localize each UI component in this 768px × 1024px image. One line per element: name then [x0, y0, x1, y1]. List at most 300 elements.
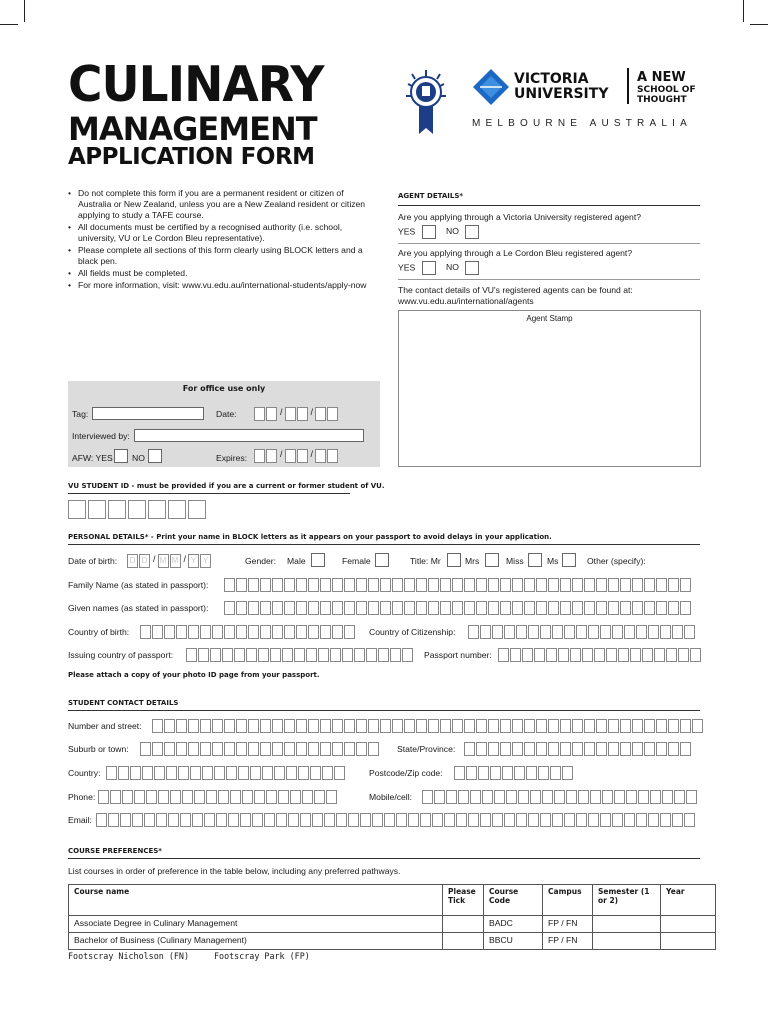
letter-cell[interactable]	[642, 648, 653, 662]
dob-year-cell[interactable]: Y	[200, 554, 211, 568]
letter-cell[interactable]	[644, 742, 655, 756]
letter-cell[interactable]	[554, 790, 565, 804]
letter-cell[interactable]	[596, 719, 607, 733]
letter-cell[interactable]	[690, 648, 701, 662]
letter-cell[interactable]	[600, 813, 611, 827]
letter-cell[interactable]	[324, 813, 335, 827]
letter-cell[interactable]	[686, 790, 697, 804]
letter-cell[interactable]	[408, 813, 419, 827]
letter-cell[interactable]	[416, 578, 427, 592]
letter-cell[interactable]	[368, 578, 379, 592]
letter-cell[interactable]	[454, 766, 465, 780]
letter-cell[interactable]	[166, 766, 177, 780]
letter-cell[interactable]	[632, 719, 643, 733]
letter-cell[interactable]	[656, 742, 667, 756]
letter-cell[interactable]	[308, 719, 319, 733]
letter-cell[interactable]	[528, 813, 539, 827]
dob-day-cell[interactable]: D	[139, 554, 150, 568]
letter-cell[interactable]	[576, 625, 587, 639]
letter-cell[interactable]	[156, 813, 167, 827]
dob-month-cell[interactable]: M	[158, 554, 169, 568]
letter-cell[interactable]	[152, 625, 163, 639]
letter-cell[interactable]	[344, 601, 355, 615]
letter-cell[interactable]	[440, 601, 451, 615]
letter-cell[interactable]	[204, 813, 215, 827]
letter-cell[interactable]	[248, 719, 259, 733]
letter-cell[interactable]	[336, 813, 347, 827]
letter-cell[interactable]	[200, 719, 211, 733]
letter-cell[interactable]	[276, 813, 287, 827]
letter-cell[interactable]	[226, 766, 237, 780]
letter-cell[interactable]	[524, 742, 535, 756]
letter-cell[interactable]	[278, 790, 289, 804]
letter-cell[interactable]	[416, 719, 427, 733]
letter-cell[interactable]	[624, 625, 635, 639]
letter-cell[interactable]	[206, 790, 217, 804]
letter-cell[interactable]	[420, 813, 431, 827]
letter-cell[interactable]	[242, 790, 253, 804]
office-expires-cells[interactable]	[254, 449, 339, 463]
letter-cell[interactable]	[656, 719, 667, 733]
mrs-checkbox[interactable]	[485, 553, 499, 567]
letter-cell[interactable]	[322, 766, 333, 780]
letter-cell[interactable]	[476, 601, 487, 615]
letter-cell[interactable]	[524, 601, 535, 615]
letter-cell[interactable]	[636, 625, 647, 639]
male-checkbox[interactable]	[311, 553, 325, 567]
letter-cell[interactable]	[684, 625, 695, 639]
letter-cell[interactable]	[560, 578, 571, 592]
letter-cell[interactable]	[392, 719, 403, 733]
letter-cell[interactable]	[332, 601, 343, 615]
letter-cell[interactable]	[492, 625, 503, 639]
letter-cell[interactable]	[298, 766, 309, 780]
letter-cell[interactable]	[308, 742, 319, 756]
letter-cell[interactable]	[480, 813, 491, 827]
please-tick-cell[interactable]	[443, 933, 484, 950]
letter-cell[interactable]	[176, 719, 187, 733]
letter-cell[interactable]	[224, 578, 235, 592]
letter-cell[interactable]	[464, 578, 475, 592]
letter-cell[interactable]	[656, 578, 667, 592]
letter-cell[interactable]	[468, 813, 479, 827]
letter-cell[interactable]	[272, 625, 283, 639]
letter-cell[interactable]	[140, 625, 151, 639]
letter-cell[interactable]	[186, 648, 197, 662]
letter-cell[interactable]	[372, 813, 383, 827]
letter-cell[interactable]	[246, 648, 257, 662]
letter-cell[interactable]	[528, 625, 539, 639]
letter-cell[interactable]	[118, 766, 129, 780]
state-cells[interactable]	[464, 742, 692, 756]
letter-cell[interactable]	[572, 719, 583, 733]
letter-cell[interactable]	[648, 813, 659, 827]
letter-cell[interactable]	[356, 601, 367, 615]
letter-cell[interactable]	[194, 790, 205, 804]
letter-cell[interactable]	[334, 766, 345, 780]
letter-cell[interactable]	[644, 578, 655, 592]
letter-cell[interactable]	[538, 766, 549, 780]
agent-lcb-yes-checkbox[interactable]	[422, 261, 436, 275]
letter-cell[interactable]	[680, 601, 691, 615]
letter-cell[interactable]	[122, 790, 133, 804]
letter-cell[interactable]	[668, 719, 679, 733]
letter-cell[interactable]	[402, 648, 413, 662]
letter-cell[interactable]	[548, 578, 559, 592]
letter-cell[interactable]	[260, 625, 271, 639]
letter-cell[interactable]	[200, 742, 211, 756]
letter-cell[interactable]	[248, 625, 259, 639]
interviewed-by-field[interactable]	[134, 429, 364, 442]
letter-cell[interactable]	[512, 742, 523, 756]
letter-cell[interactable]	[218, 790, 229, 804]
letter-cell[interactable]	[660, 625, 671, 639]
letter-cell[interactable]	[444, 813, 455, 827]
dob-cells[interactable]	[127, 554, 212, 568]
letter-cell[interactable]	[250, 766, 261, 780]
letter-cell[interactable]	[284, 719, 295, 733]
letter-cell[interactable]	[266, 790, 277, 804]
letter-cell[interactable]	[666, 648, 677, 662]
letter-cell[interactable]	[588, 813, 599, 827]
letter-cell[interactable]	[146, 790, 157, 804]
letter-cell[interactable]	[500, 601, 511, 615]
letter-cell[interactable]	[632, 742, 643, 756]
letter-cell[interactable]	[332, 625, 343, 639]
letter-cell[interactable]	[530, 790, 541, 804]
letter-cell[interactable]	[330, 648, 341, 662]
letter-cell[interactable]	[524, 578, 535, 592]
letter-cell[interactable]	[320, 578, 331, 592]
letter-cell[interactable]	[254, 790, 265, 804]
letter-cell[interactable]	[366, 648, 377, 662]
letter-cell[interactable]	[488, 578, 499, 592]
letter-cell[interactable]	[626, 790, 637, 804]
semester-cell[interactable]	[593, 916, 661, 933]
letter-cell[interactable]	[434, 790, 445, 804]
letter-cell[interactable]	[392, 601, 403, 615]
letter-cell[interactable]	[236, 742, 247, 756]
letter-cell[interactable]	[510, 648, 521, 662]
passport-number-cells[interactable]	[498, 648, 702, 662]
letter-cell[interactable]	[188, 625, 199, 639]
letter-cell[interactable]	[608, 601, 619, 615]
letter-cell[interactable]	[236, 625, 247, 639]
letter-cell[interactable]	[470, 790, 481, 804]
letter-cell[interactable]	[380, 578, 391, 592]
letter-cell[interactable]	[452, 719, 463, 733]
letter-cell[interactable]	[680, 719, 691, 733]
letter-cell[interactable]	[288, 813, 299, 827]
letter-cell[interactable]	[180, 813, 191, 827]
letter-cell[interactable]	[456, 813, 467, 827]
letter-cell[interactable]	[404, 601, 415, 615]
letter-cell[interactable]	[106, 766, 117, 780]
letter-cell[interactable]	[152, 742, 163, 756]
letter-cell[interactable]	[672, 813, 683, 827]
letter-cell[interactable]	[108, 813, 119, 827]
street-cells[interactable]	[152, 719, 704, 733]
letter-cell[interactable]	[294, 648, 305, 662]
letter-cell[interactable]	[516, 813, 527, 827]
letter-cell[interactable]	[212, 742, 223, 756]
letter-cell[interactable]	[134, 790, 145, 804]
letter-cell[interactable]	[572, 742, 583, 756]
letter-cell[interactable]	[296, 625, 307, 639]
mr-checkbox[interactable]	[447, 553, 461, 567]
letter-cell[interactable]	[152, 719, 163, 733]
letter-cell[interactable]	[480, 625, 491, 639]
letter-cell[interactable]	[158, 790, 169, 804]
letter-cell[interactable]	[570, 648, 581, 662]
letter-cell[interactable]	[258, 648, 269, 662]
letter-cell[interactable]	[452, 578, 463, 592]
letter-cell[interactable]	[488, 719, 499, 733]
letter-cell[interactable]	[578, 790, 589, 804]
letter-cell[interactable]	[558, 648, 569, 662]
letter-cell[interactable]	[446, 790, 457, 804]
letter-cell[interactable]	[548, 719, 559, 733]
letter-cell[interactable]	[98, 790, 109, 804]
letter-cell[interactable]	[680, 578, 691, 592]
country-citizenship-cells[interactable]	[468, 625, 696, 639]
letter-cell[interactable]	[482, 790, 493, 804]
letter-cell[interactable]	[536, 578, 547, 592]
letter-cell[interactable]	[326, 790, 337, 804]
letter-cell[interactable]	[514, 766, 525, 780]
letter-cell[interactable]	[564, 813, 575, 827]
letter-cell[interactable]	[164, 742, 175, 756]
letter-cell[interactable]	[404, 719, 415, 733]
letter-cell[interactable]	[678, 648, 689, 662]
letter-cell[interactable]	[620, 578, 631, 592]
letter-cell[interactable]	[170, 790, 181, 804]
email-cells[interactable]	[96, 813, 696, 827]
letter-cell[interactable]	[348, 813, 359, 827]
letter-cell[interactable]	[606, 648, 617, 662]
agent-lcb-no-checkbox[interactable]	[465, 261, 479, 275]
letter-cell[interactable]	[476, 742, 487, 756]
letter-cell[interactable]	[390, 648, 401, 662]
letter-cell[interactable]	[488, 601, 499, 615]
letter-cell[interactable]	[356, 578, 367, 592]
letter-cell[interactable]	[140, 742, 151, 756]
letter-cell[interactable]	[342, 648, 353, 662]
letter-cell[interactable]	[560, 742, 571, 756]
letter-cell[interactable]	[560, 601, 571, 615]
letter-cell[interactable]	[502, 766, 513, 780]
letter-cell[interactable]	[512, 578, 523, 592]
letter-cell[interactable]	[644, 719, 655, 733]
letter-cell[interactable]	[602, 790, 613, 804]
letter-cell[interactable]	[552, 625, 563, 639]
letter-cell[interactable]	[632, 578, 643, 592]
letter-cell[interactable]	[380, 719, 391, 733]
letter-cell[interactable]	[260, 742, 271, 756]
letter-cell[interactable]	[428, 578, 439, 592]
letter-cell[interactable]	[320, 719, 331, 733]
letter-cell[interactable]	[178, 766, 189, 780]
letter-cell[interactable]	[572, 578, 583, 592]
letter-cell[interactable]	[536, 742, 547, 756]
letter-cell[interactable]	[548, 742, 559, 756]
letter-cell[interactable]	[536, 719, 547, 733]
letter-cell[interactable]	[458, 790, 469, 804]
letter-cell[interactable]	[500, 719, 511, 733]
letter-cell[interactable]	[210, 648, 221, 662]
letter-cell[interactable]	[264, 813, 275, 827]
letter-cell[interactable]	[620, 742, 631, 756]
letter-cell[interactable]	[542, 790, 553, 804]
letter-cell[interactable]	[296, 601, 307, 615]
letter-cell[interactable]	[692, 719, 703, 733]
suburb-cells[interactable]	[140, 742, 380, 756]
letter-cell[interactable]	[344, 719, 355, 733]
letter-cell[interactable]	[464, 742, 475, 756]
letter-cell[interactable]	[120, 813, 131, 827]
given-names-cells[interactable]	[224, 601, 692, 615]
letter-cell[interactable]	[596, 578, 607, 592]
letter-cell[interactable]	[596, 601, 607, 615]
letter-cell[interactable]	[260, 719, 271, 733]
letter-cell[interactable]	[584, 742, 595, 756]
letter-cell[interactable]	[272, 578, 283, 592]
letter-cell[interactable]	[236, 719, 247, 733]
country-cells[interactable]	[106, 766, 346, 780]
letter-cell[interactable]	[518, 790, 529, 804]
letter-cell[interactable]	[214, 766, 225, 780]
year-cell[interactable]	[661, 933, 716, 950]
letter-cell[interactable]	[632, 601, 643, 615]
letter-cell[interactable]	[296, 742, 307, 756]
letter-cell[interactable]	[600, 625, 611, 639]
letter-cell[interactable]	[238, 766, 249, 780]
letter-cell[interactable]	[168, 813, 179, 827]
letter-cell[interactable]	[142, 766, 153, 780]
letter-cell[interactable]	[526, 766, 537, 780]
letter-cell[interactable]	[314, 790, 325, 804]
letter-cell[interactable]	[192, 813, 203, 827]
letter-cell[interactable]	[432, 813, 443, 827]
letter-cell[interactable]	[620, 719, 631, 733]
letter-cell[interactable]	[236, 578, 247, 592]
ms-checkbox[interactable]	[562, 553, 576, 567]
agent-vu-yes-checkbox[interactable]	[422, 225, 436, 239]
letter-cell[interactable]	[624, 813, 635, 827]
letter-cell[interactable]	[344, 742, 355, 756]
letter-cell[interactable]	[478, 766, 489, 780]
afw-no-checkbox[interactable]	[148, 449, 162, 463]
letter-cell[interactable]	[198, 648, 209, 662]
letter-cell[interactable]	[506, 790, 517, 804]
letter-cell[interactable]	[260, 601, 271, 615]
letter-cell[interactable]	[594, 648, 605, 662]
letter-cell[interactable]	[428, 719, 439, 733]
letter-cell[interactable]	[668, 742, 679, 756]
letter-cell[interactable]	[144, 813, 155, 827]
letter-cell[interactable]	[512, 719, 523, 733]
letter-cell[interactable]	[552, 813, 563, 827]
letter-cell[interactable]	[464, 601, 475, 615]
letter-cell[interactable]	[354, 648, 365, 662]
letter-cell[interactable]	[540, 625, 551, 639]
letter-cell[interactable]	[668, 601, 679, 615]
letter-cell[interactable]	[224, 625, 235, 639]
afw-yes-checkbox[interactable]	[114, 449, 128, 463]
letter-cell[interactable]	[466, 766, 477, 780]
letter-cell[interactable]	[636, 813, 647, 827]
letter-cell[interactable]	[188, 719, 199, 733]
letter-cell[interactable]	[176, 625, 187, 639]
letter-cell[interactable]	[252, 813, 263, 827]
letter-cell[interactable]	[260, 578, 271, 592]
dob-month-cell[interactable]: M	[170, 554, 181, 568]
letter-cell[interactable]	[654, 648, 665, 662]
letter-cell[interactable]	[536, 601, 547, 615]
letter-cell[interactable]	[674, 790, 685, 804]
letter-cell[interactable]	[272, 742, 283, 756]
letter-cell[interactable]	[416, 601, 427, 615]
letter-cell[interactable]	[202, 766, 213, 780]
family-name-cells[interactable]	[224, 578, 692, 592]
letter-cell[interactable]	[490, 766, 501, 780]
letter-cell[interactable]	[290, 790, 301, 804]
agent-stamp-box[interactable]	[398, 310, 701, 467]
letter-cell[interactable]	[494, 790, 505, 804]
letter-cell[interactable]	[308, 578, 319, 592]
letter-cell[interactable]	[320, 742, 331, 756]
letter-cell[interactable]	[516, 625, 527, 639]
letter-cell[interactable]	[384, 813, 395, 827]
letter-cell[interactable]	[564, 625, 575, 639]
letter-cell[interactable]	[504, 625, 515, 639]
letter-cell[interactable]	[590, 790, 601, 804]
letter-cell[interactable]	[546, 648, 557, 662]
letter-cell[interactable]	[164, 625, 175, 639]
please-tick-cell[interactable]	[443, 916, 484, 933]
letter-cell[interactable]	[306, 648, 317, 662]
letter-cell[interactable]	[176, 742, 187, 756]
agent-vu-no-checkbox[interactable]	[465, 225, 479, 239]
letter-cell[interactable]	[308, 601, 319, 615]
letter-cell[interactable]	[182, 790, 193, 804]
letter-cell[interactable]	[360, 813, 371, 827]
letter-cell[interactable]	[608, 742, 619, 756]
letter-cell[interactable]	[500, 578, 511, 592]
dob-day-cell[interactable]: D	[127, 554, 138, 568]
letter-cell[interactable]	[614, 790, 625, 804]
letter-cell[interactable]	[312, 813, 323, 827]
letter-cell[interactable]	[188, 742, 199, 756]
letter-cell[interactable]	[318, 648, 329, 662]
letter-cell[interactable]	[368, 742, 379, 756]
letter-cell[interactable]	[320, 601, 331, 615]
letter-cell[interactable]	[548, 601, 559, 615]
letter-cell[interactable]	[522, 648, 533, 662]
letter-cell[interactable]	[284, 601, 295, 615]
letter-cell[interactable]	[648, 625, 659, 639]
letter-cell[interactable]	[612, 625, 623, 639]
letter-cell[interactable]	[428, 601, 439, 615]
letter-cell[interactable]	[396, 813, 407, 827]
letter-cell[interactable]	[404, 578, 415, 592]
letter-cell[interactable]	[224, 601, 235, 615]
letter-cell[interactable]	[282, 648, 293, 662]
letter-cell[interactable]	[492, 813, 503, 827]
letter-cell[interactable]	[332, 742, 343, 756]
letter-cell[interactable]	[668, 578, 679, 592]
letter-cell[interactable]	[200, 625, 211, 639]
